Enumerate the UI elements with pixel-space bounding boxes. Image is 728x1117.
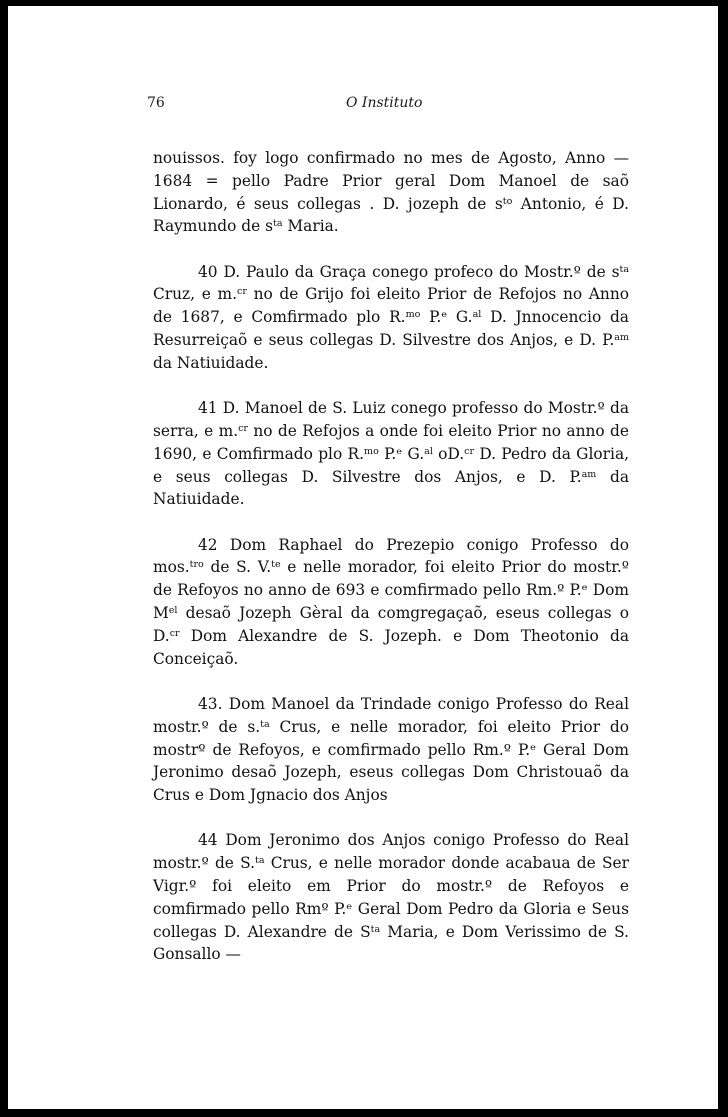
superscript-abbreviation: ta [255, 854, 265, 866]
superscript-abbreviation: ta [260, 718, 270, 730]
text-run: Maria. [282, 217, 339, 236]
text-run: e nelle morador, foi eleito Prior do mostr.º de Refoyos no anno de 693 e comfirmado pello Rm.º P.ᵉ Dom M [153, 558, 629, 623]
text-run: P.ᵉ G. [420, 308, 473, 327]
superscript-abbreviation: al [472, 309, 482, 321]
superscript-abbreviation: cr [238, 422, 248, 434]
text-run: 42 Dom Raphael do Prezepio conigo Professo do mos. [153, 535, 629, 577]
superscript-abbreviation: el [168, 604, 178, 616]
superscript-abbreviation: cr [237, 286, 247, 298]
text-run: D. Pedro da Gloria, e seus collegas D. Silvestre dos Anjos, e D. P. [153, 444, 630, 486]
superscript-abbreviation: cr [464, 445, 475, 457]
text-run: da Natiuidade. [153, 467, 630, 509]
superscript-abbreviation: am [614, 331, 629, 343]
text-run: Dom Alexandre de S. Jozeph. e Dom Theotonio da Conceiçaõ. [153, 626, 629, 668]
superscript-abbreviation: am [581, 468, 597, 480]
superscript-abbreviation: to [502, 195, 513, 207]
paragraph-continuation [153, 147, 629, 238]
book-page [8, 6, 718, 1109]
text-run: Crus, e nelle morador donde acabaua de Ser Vigr.º foi eleito em Prior do mostr.º de Refoyos e comfirmado pello Rmº P.ᵉ Geral Dom Pedro da Gloria e Seus collegas D. Alexandre de S [153, 854, 629, 941]
superscript-abbreviation: al [424, 445, 433, 457]
superscript-abbreviation: tro [189, 559, 204, 571]
body-text [153, 147, 629, 989]
superscript-abbreviation: cr [169, 627, 180, 639]
text-run: 43. Dom Manoel da Trindade conigo Professo do Real mostr.º de s. [153, 694, 629, 736]
paragraph-entry-44 [153, 829, 629, 966]
text-run: nouissos. foy logo confirmado no mes de Agosto, Anno — 1684 = pello Padre Prior geral Dom Manoel de saõ Lionardo, é seus collegas . D. jozeph de s [153, 149, 629, 213]
superscript-abbreviation: ta [619, 263, 629, 275]
paragraph-entry-42 [153, 534, 629, 671]
text-run: P.ᵉ G. [378, 444, 425, 463]
superscript-abbreviation: ta [370, 923, 381, 935]
text-run: Maria, e Dom Verissimo de S. Gonsallo — [153, 922, 629, 964]
text-run: desaõ Jozeph Gèral da comgregaçaõ, eseus collegas o D. [153, 604, 629, 645]
text-run: 44 Dom Jeronimo dos Anjos conigo Professo do Real mostr.º de S. [153, 831, 629, 873]
text-run: 40 D. Paulo da Graça conego profeco do Mostr.º de s [198, 262, 620, 281]
paragraph-entry-43 [153, 693, 629, 807]
page-header [8, 95, 718, 119]
text-run: Crus, e nelle morador, foi eleito Prior do mostrº de Refoyos, e comfirmado pello Rm.º P.ᵉ Geral Dom Jeronimo desaõ Jozeph, eseus collegas Dom Christouaõ da Crus e Dom Jgnacio dos Anjos [153, 717, 629, 805]
page-number: 76 [147, 95, 165, 111]
text-run: Antonio, é D. Raymundo de s [153, 194, 629, 236]
running-title: O Instituto [346, 95, 423, 111]
text-run: 41 D. Manoel de S. Luiz conego professo do Mostr.º da serra, e m. [153, 399, 629, 440]
text-run: Cruz, e m. [153, 285, 237, 304]
text-run: D. Jnnocencio da Resurreiçaõ e seus collegas D. Silvestre dos Anjos, e D. P. [153, 308, 629, 350]
text-run: de S. V. [203, 558, 272, 577]
text-run: oD. [432, 444, 465, 463]
paragraph-entry-40 [153, 261, 629, 375]
text-run: no de Refojos a onde foi eleito Prior no anno de 1690, e Comfirmado plo R. [153, 421, 629, 463]
paragraph-entry-41 [153, 397, 629, 511]
text-run: no de Grijo foi eleito Prior de Refojos no Anno de 1687, e Comfirmado plo R. [153, 285, 629, 327]
superscript-abbreviation: te [271, 559, 281, 571]
text-run: da Natiuidade. [153, 353, 269, 372]
superscript-abbreviation: mo [405, 309, 421, 321]
superscript-abbreviation: ta [273, 218, 283, 230]
superscript-abbreviation: mo [364, 445, 379, 457]
